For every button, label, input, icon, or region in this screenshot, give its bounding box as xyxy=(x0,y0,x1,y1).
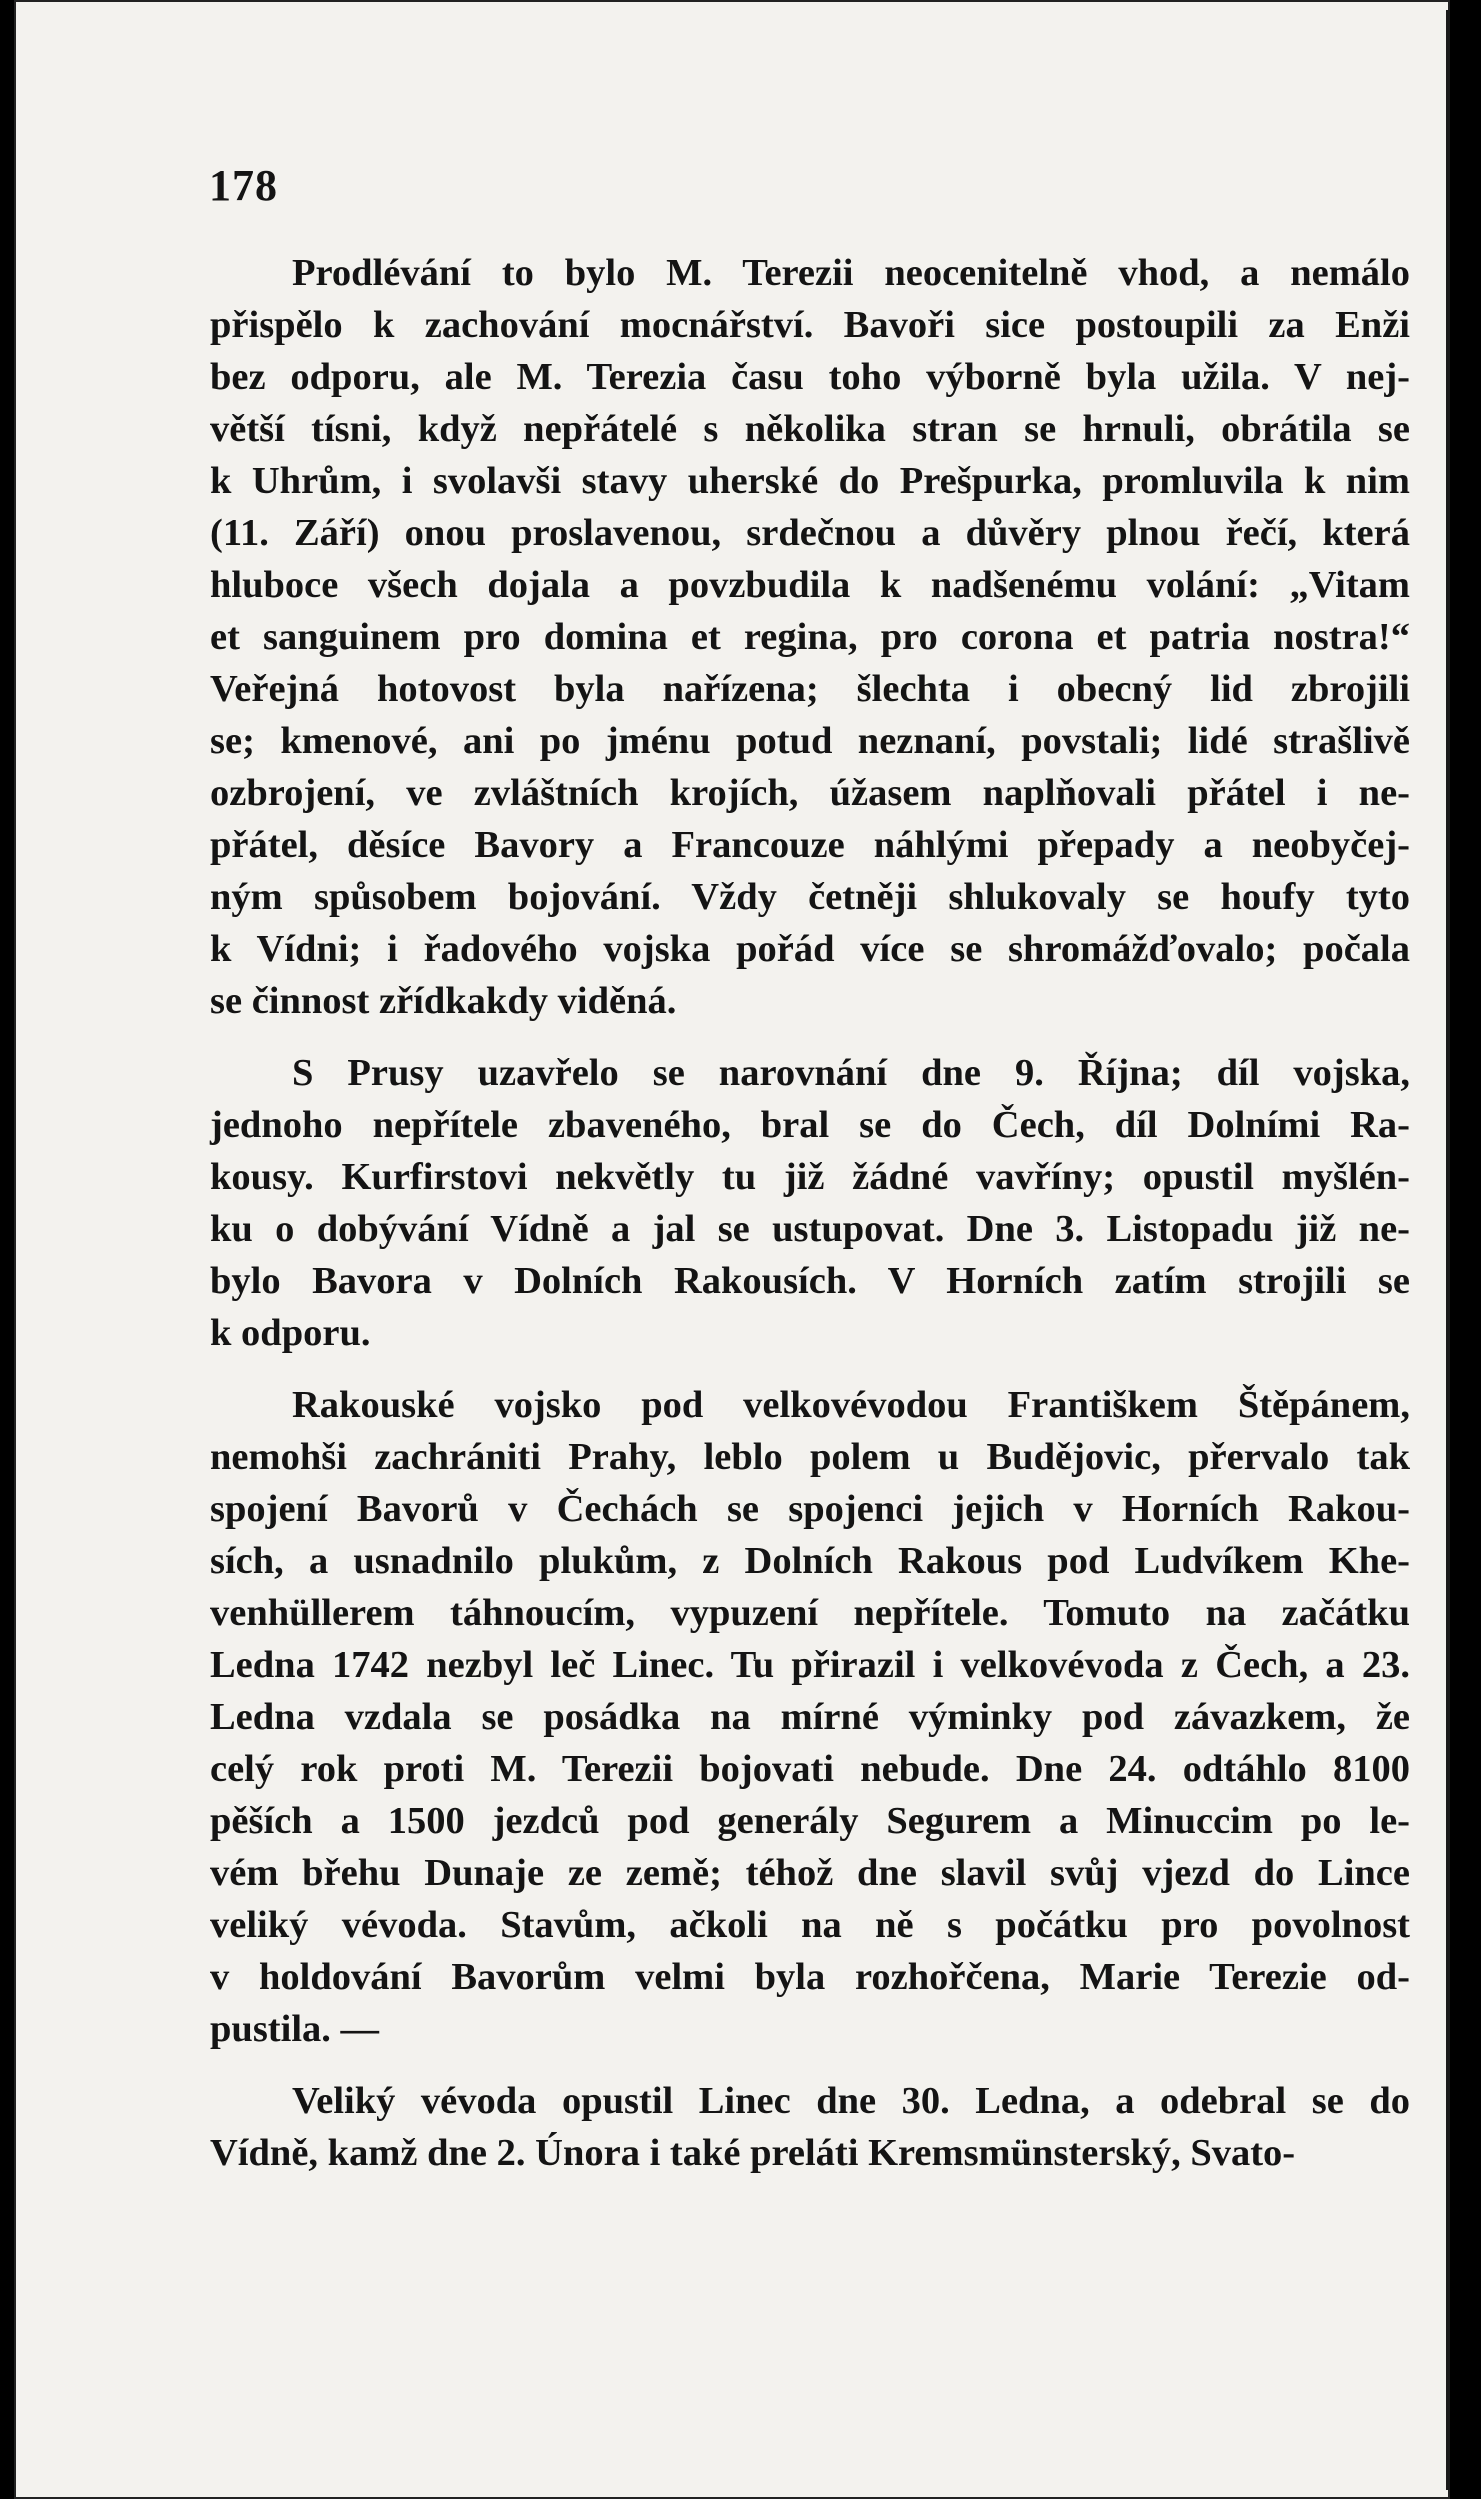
paragraph-gap xyxy=(210,2055,1410,2075)
text-line: přátel, děsíce Bavory a Francouze náhlými přepady a neobyčej- xyxy=(210,824,1410,866)
text-line: k Vídni; i řadového vojska pořád více se shromážďovalo; počala xyxy=(210,928,1410,970)
text-line: Ledna 1742 nezbyl leč Linec. Tu přirazil i velkovévoda z Čech, a 23. xyxy=(210,1644,1410,1686)
text-line: celý rok proti M. Terezii bojovati nebude. Dne 24. odtáhlo 8100 xyxy=(210,1748,1410,1790)
text-line: kousy. Kurfirstovi nekvětly tu již žádné vavříny; opustil myšlén- xyxy=(210,1156,1410,1198)
text-line: spojení Bavorů v Čechách se spojenci jejich v Horních Rakou- xyxy=(210,1488,1410,1530)
text-line: přispělo k zachování mocnářství. Bavoři sice postoupili za Enži xyxy=(210,304,1410,346)
paragraph-gap xyxy=(210,1027,1410,1047)
page-edge-rule xyxy=(1446,10,1450,2490)
text-line: ku o dobývání Vídně a jal se ustupovat. Dne 3. Listopadu již ne- xyxy=(210,1208,1410,1250)
paragraph xyxy=(210,247,1410,1027)
text-line: Veřejná hotovost byla nařízena; šlechta i obecný lid zbrojili xyxy=(210,668,1410,710)
text-line: nemohši zachrániti Prahy, leblo polem u Budějovic, přervalo tak xyxy=(210,1436,1410,1478)
body-text xyxy=(210,247,1410,2179)
text-line: Prodlévání to bylo M. Terezii neocenitelně vhod, a nemálo xyxy=(292,252,1410,294)
text-line: Rakouské vojsko pod velkovévodou Františkem Štěpánem, xyxy=(292,1384,1410,1426)
text-line: S Prusy uzavřelo se narovnání dne 9. Října; díl vojska, xyxy=(292,1052,1410,1094)
text-line: pustila. — xyxy=(210,2008,380,2050)
book-page xyxy=(14,0,1450,2499)
text-line: ozbrojení, ve zvláštních krojích, úžasem naplňovali přátel i ne- xyxy=(210,772,1410,814)
text-line: (11. Září) onou proslavenou, srdečnou a důvěry plnou řečí, která xyxy=(210,512,1410,554)
text-line: jednoho nepřítele zbaveného, bral se do Čech, díl Dolními Ra- xyxy=(210,1104,1410,1146)
text-line: ným spůsobem bojování. Vždy četněji shlukovaly se houfy tyto xyxy=(210,876,1410,918)
text-line: k Uhrům, i svolavši stavy uherské do Prešpurka, promluvila k nim xyxy=(210,460,1410,502)
text-line: v holdování Bavorům velmi byla rozhořčena, Marie Terezie od- xyxy=(210,1956,1410,1998)
text-line: větší tísni, když nepřátelé s několika stran se hrnuli, obrátila se xyxy=(210,408,1410,450)
text-line: vém břehu Dunaje ze země; téhož dne slavil svůj vjezd do Lince xyxy=(210,1852,1410,1894)
paragraph-gap xyxy=(210,1359,1410,1379)
text-line: pěších a 1500 jezdců pod generály Segurem a Minuccim po le- xyxy=(210,1800,1410,1842)
text-line: se; kmenové, ani po jménu potud neznaní, povstali; lidé strašlivě xyxy=(210,720,1410,762)
page-number: 178 xyxy=(209,161,278,210)
text-line: Vídně, kamž dne 2. Února i také preláti Kremsmünsterský, Svato- xyxy=(210,2132,1296,2174)
text-line: se činnost zřídkakdy viděná. xyxy=(210,980,677,1022)
paragraph xyxy=(210,1379,1410,2055)
paragraph xyxy=(210,1047,1410,1359)
text-line: bez odporu, ale M. Terezia času toho výborně byla užila. V nej- xyxy=(210,356,1410,398)
paragraph xyxy=(210,2075,1410,2179)
text-line: veliký vévoda. Stavům, ačkoli na ně s počátku pro povolnost xyxy=(210,1904,1410,1946)
text-line: k odporu. xyxy=(210,1312,371,1354)
text-line: bylo Bavora v Dolních Rakousích. V Horních zatím strojili se xyxy=(210,1260,1410,1302)
text-line: Veliký vévoda opustil Linec dne 30. Ledna, a odebral se do xyxy=(292,2080,1410,2122)
text-line: venhüllerem táhnoucím, vypuzení nepřítele. Tomuto na začátku xyxy=(210,1592,1410,1634)
text-line: hluboce všech dojala a povzbudila k nadšenému volání: „Vitam xyxy=(210,564,1410,606)
text-line: sích, a usnadnilo plukům, z Dolních Rakous pod Ludvíkem Khe- xyxy=(210,1540,1410,1582)
text-line: et sanguinem pro domina et regina, pro corona et patria nostra!“ xyxy=(210,616,1410,658)
text-line: Ledna vzdala se posádka na mírné výminky pod závazkem, že xyxy=(210,1696,1410,1738)
